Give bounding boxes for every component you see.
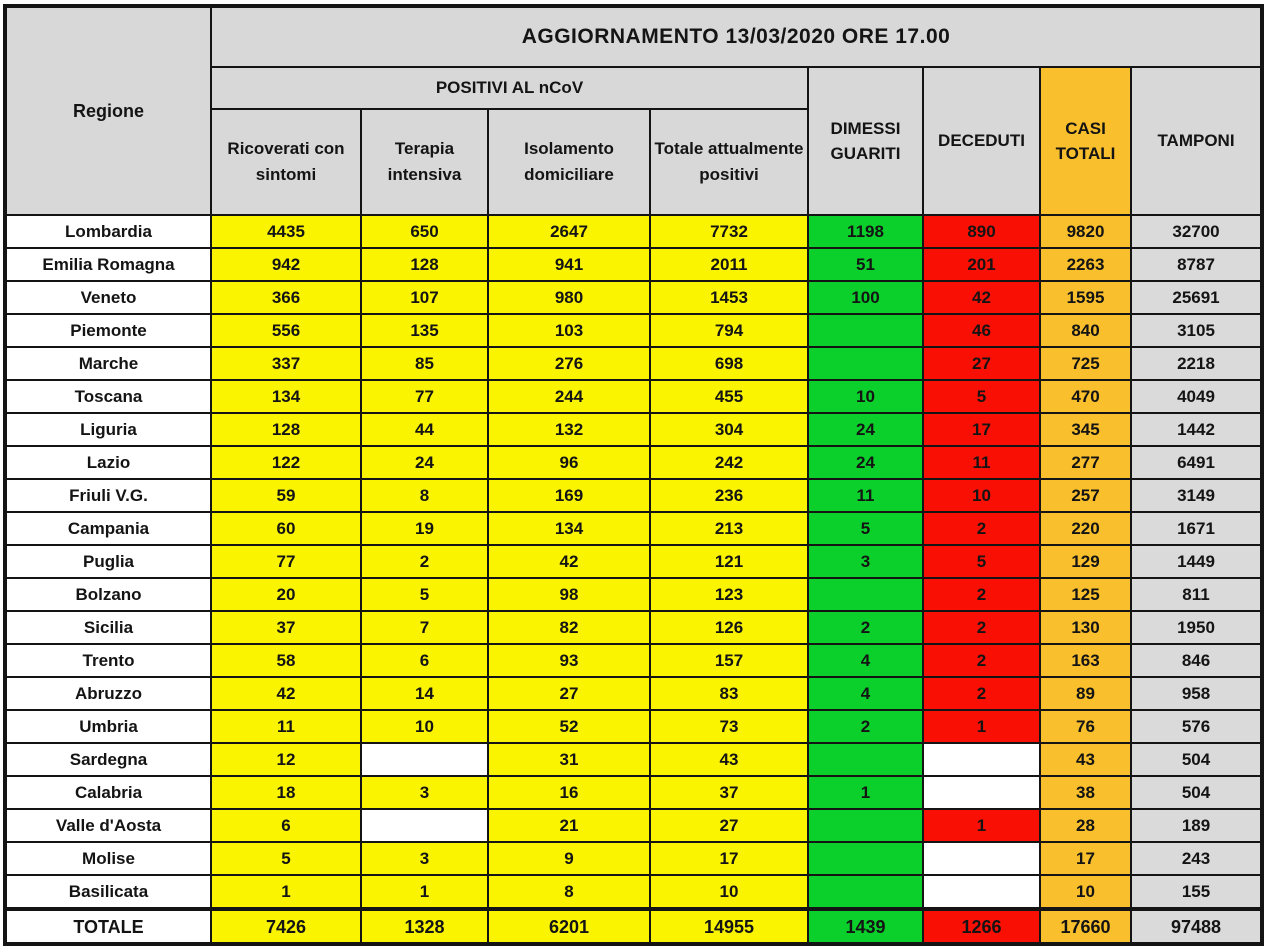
cell-deceduti: 1 (923, 710, 1040, 743)
column-header-casi-totali: CASI TOTALI (1040, 67, 1131, 215)
total-row (5, 909, 1262, 944)
cell-ricoverati: 4435 (211, 215, 361, 248)
cell-isolamento: 82 (488, 611, 650, 644)
cell-isolamento: 169 (488, 479, 650, 512)
cell-dimessi-guariti: 1 (808, 776, 923, 809)
cell-dimessi-guariti: 2 (808, 611, 923, 644)
table-row (5, 743, 1262, 776)
cell-ricoverati: 77 (211, 545, 361, 578)
table-row (5, 677, 1262, 710)
column-header-deceduti: DECEDUTI (923, 67, 1040, 215)
cell-terapia-intensiva (361, 809, 488, 842)
cell-ricoverati: 337 (211, 347, 361, 380)
cell-deceduti: 2 (923, 677, 1040, 710)
cell-deceduti: 5 (923, 380, 1040, 413)
cell-tamponi: 189 (1131, 809, 1262, 842)
cell-casi-totali: 76 (1040, 710, 1131, 743)
cell-isolamento: 2647 (488, 215, 650, 248)
region-name: Campania (5, 512, 211, 545)
cell-deceduti: 42 (923, 281, 1040, 314)
region-name: Trento (5, 644, 211, 677)
cell-isolamento: 276 (488, 347, 650, 380)
cell-ricoverati: 6 (211, 809, 361, 842)
cell-dimessi-guariti (808, 743, 923, 776)
cell-isolamento: 16 (488, 776, 650, 809)
cell-ricoverati: 11 (211, 710, 361, 743)
cell-terapia-intensiva: 650 (361, 215, 488, 248)
cell-casi-totali: 257 (1040, 479, 1131, 512)
cell-ricoverati: 366 (211, 281, 361, 314)
cell-casi-totali: 840 (1040, 314, 1131, 347)
cell-isolamento: 103 (488, 314, 650, 347)
cell-casi-totali: 220 (1040, 512, 1131, 545)
cell-isolamento: 98 (488, 578, 650, 611)
cell-terapia-intensiva: 135 (361, 314, 488, 347)
cell-totale-positivi: 37 (650, 776, 808, 809)
table-body (5, 215, 1262, 944)
cell-terapia-intensiva: 14 (361, 677, 488, 710)
cell-casi-totali: 277 (1040, 446, 1131, 479)
cell-totale-positivi: 14955 (650, 909, 808, 944)
cell-ricoverati: 42 (211, 677, 361, 710)
cell-totale-positivi: 83 (650, 677, 808, 710)
cell-ricoverati: 18 (211, 776, 361, 809)
cell-isolamento: 52 (488, 710, 650, 743)
cell-dimessi-guariti (808, 578, 923, 611)
cell-totale-positivi: 157 (650, 644, 808, 677)
cell-dimessi-guariti: 4 (808, 644, 923, 677)
region-name: Lombardia (5, 215, 211, 248)
cell-deceduti: 201 (923, 248, 1040, 281)
cell-terapia-intensiva: 7 (361, 611, 488, 644)
cell-terapia-intensiva: 3 (361, 842, 488, 875)
table-row (5, 512, 1262, 545)
cell-ricoverati: 37 (211, 611, 361, 644)
region-name: Toscana (5, 380, 211, 413)
region-name: Puglia (5, 545, 211, 578)
cell-casi-totali: 43 (1040, 743, 1131, 776)
column-header-terapia-intensiva: Terapia intensiva (361, 109, 488, 215)
cell-terapia-intensiva: 128 (361, 248, 488, 281)
cell-casi-totali: 89 (1040, 677, 1131, 710)
cell-dimessi-guariti: 1439 (808, 909, 923, 944)
table-row (5, 446, 1262, 479)
cell-deceduti: 2 (923, 578, 1040, 611)
cell-dimessi-guariti: 100 (808, 281, 923, 314)
cell-deceduti: 10 (923, 479, 1040, 512)
cell-deceduti: 1266 (923, 909, 1040, 944)
cell-deceduti (923, 743, 1040, 776)
cell-tamponi: 155 (1131, 875, 1262, 909)
cell-terapia-intensiva (361, 743, 488, 776)
cell-casi-totali: 470 (1040, 380, 1131, 413)
region-name: Abruzzo (5, 677, 211, 710)
cell-deceduti: 2 (923, 611, 1040, 644)
cell-terapia-intensiva: 10 (361, 710, 488, 743)
cell-isolamento: 941 (488, 248, 650, 281)
cell-totale-positivi: 43 (650, 743, 808, 776)
cell-totale-positivi: 455 (650, 380, 808, 413)
cell-totale-positivi: 73 (650, 710, 808, 743)
cell-ricoverati: 58 (211, 644, 361, 677)
cell-casi-totali: 10 (1040, 875, 1131, 909)
cell-deceduti (923, 776, 1040, 809)
cell-tamponi: 3149 (1131, 479, 1262, 512)
cell-dimessi-guariti (808, 875, 923, 909)
cell-ricoverati: 12 (211, 743, 361, 776)
cell-tamponi: 4049 (1131, 380, 1262, 413)
cell-terapia-intensiva: 107 (361, 281, 488, 314)
cell-deceduti: 1 (923, 809, 1040, 842)
cell-ricoverati: 122 (211, 446, 361, 479)
cell-isolamento: 96 (488, 446, 650, 479)
cell-isolamento: 21 (488, 809, 650, 842)
cell-tamponi: 811 (1131, 578, 1262, 611)
cell-deceduti: 2 (923, 512, 1040, 545)
cell-ricoverati: 942 (211, 248, 361, 281)
cell-isolamento: 8 (488, 875, 650, 909)
cell-tamponi: 25691 (1131, 281, 1262, 314)
cell-casi-totali: 129 (1040, 545, 1131, 578)
cell-deceduti: 17 (923, 413, 1040, 446)
cell-isolamento: 132 (488, 413, 650, 446)
cell-tamponi: 1671 (1131, 512, 1262, 545)
cell-tamponi: 2218 (1131, 347, 1262, 380)
column-header-totale-positivi: Totale attualmente positivi (650, 109, 808, 215)
cell-totale-positivi: 242 (650, 446, 808, 479)
cell-deceduti: 2 (923, 644, 1040, 677)
covid-region-table (3, 4, 1264, 946)
cell-isolamento: 93 (488, 644, 650, 677)
cell-isolamento: 980 (488, 281, 650, 314)
cell-terapia-intensiva: 3 (361, 776, 488, 809)
cell-totale-positivi: 17 (650, 842, 808, 875)
cell-isolamento: 42 (488, 545, 650, 578)
cell-terapia-intensiva: 1 (361, 875, 488, 909)
cell-isolamento: 27 (488, 677, 650, 710)
cell-terapia-intensiva: 5 (361, 578, 488, 611)
cell-tamponi: 504 (1131, 776, 1262, 809)
cell-casi-totali: 725 (1040, 347, 1131, 380)
cell-dimessi-guariti: 24 (808, 413, 923, 446)
cell-dimessi-guariti: 10 (808, 380, 923, 413)
cell-tamponi: 1442 (1131, 413, 1262, 446)
region-name: Molise (5, 842, 211, 875)
cell-terapia-intensiva: 8 (361, 479, 488, 512)
cell-tamponi: 6491 (1131, 446, 1262, 479)
region-name: Liguria (5, 413, 211, 446)
table-row (5, 578, 1262, 611)
cell-tamponi: 504 (1131, 743, 1262, 776)
table-row (5, 611, 1262, 644)
region-name: Sardegna (5, 743, 211, 776)
cell-dimessi-guariti: 2 (808, 710, 923, 743)
region-name: Sicilia (5, 611, 211, 644)
cell-totale-positivi: 10 (650, 875, 808, 909)
cell-tamponi: 958 (1131, 677, 1262, 710)
cell-dimessi-guariti: 51 (808, 248, 923, 281)
cell-casi-totali: 9820 (1040, 215, 1131, 248)
column-header-isolamento: Isolamento domiciliare (488, 109, 650, 215)
cell-casi-totali: 17660 (1040, 909, 1131, 944)
table-row (5, 842, 1262, 875)
table-row (5, 776, 1262, 809)
cell-ricoverati: 1 (211, 875, 361, 909)
table-row (5, 215, 1262, 248)
cell-totale-positivi: 123 (650, 578, 808, 611)
cell-ricoverati: 59 (211, 479, 361, 512)
cell-terapia-intensiva: 2 (361, 545, 488, 578)
table-row (5, 809, 1262, 842)
table-row (5, 479, 1262, 512)
cell-casi-totali: 1595 (1040, 281, 1131, 314)
region-name: Marche (5, 347, 211, 380)
cell-totale-positivi: 121 (650, 545, 808, 578)
cell-totale-positivi: 126 (650, 611, 808, 644)
table-row (5, 545, 1262, 578)
cell-deceduti: 5 (923, 545, 1040, 578)
cell-dimessi-guariti: 24 (808, 446, 923, 479)
cell-ricoverati: 20 (211, 578, 361, 611)
cell-dimessi-guariti: 3 (808, 545, 923, 578)
cell-deceduti (923, 842, 1040, 875)
region-name: Friuli V.G. (5, 479, 211, 512)
update-banner: AGGIORNAMENTO 13/03/2020 ORE 17.00 (211, 6, 1262, 67)
table-row (5, 380, 1262, 413)
cell-deceduti: 46 (923, 314, 1040, 347)
region-name: Calabria (5, 776, 211, 809)
cell-dimessi-guariti (808, 314, 923, 347)
table-row (5, 281, 1262, 314)
region-name: TOTALE (5, 909, 211, 944)
column-group-positivi: POSITIVI AL nCoV (211, 67, 808, 109)
cell-casi-totali: 2263 (1040, 248, 1131, 281)
region-name: Veneto (5, 281, 211, 314)
region-name: Valle d'Aosta (5, 809, 211, 842)
cell-totale-positivi: 698 (650, 347, 808, 380)
cell-terapia-intensiva: 19 (361, 512, 488, 545)
region-name: Basilicata (5, 875, 211, 909)
cell-ricoverati: 128 (211, 413, 361, 446)
cell-dimessi-guariti (808, 347, 923, 380)
cell-totale-positivi: 213 (650, 512, 808, 545)
cell-dimessi-guariti (808, 809, 923, 842)
column-header-ricoverati: Ricoverati con sintomi (211, 109, 361, 215)
region-name: Bolzano (5, 578, 211, 611)
cell-dimessi-guariti: 1198 (808, 215, 923, 248)
cell-isolamento: 134 (488, 512, 650, 545)
cell-dimessi-guariti: 5 (808, 512, 923, 545)
region-name: Emilia Romagna (5, 248, 211, 281)
table-row (5, 710, 1262, 743)
table-row (5, 875, 1262, 909)
region-name: Umbria (5, 710, 211, 743)
cell-terapia-intensiva: 77 (361, 380, 488, 413)
cell-casi-totali: 163 (1040, 644, 1131, 677)
cell-totale-positivi: 27 (650, 809, 808, 842)
cell-tamponi: 8787 (1131, 248, 1262, 281)
cell-ricoverati: 60 (211, 512, 361, 545)
cell-dimessi-guariti: 11 (808, 479, 923, 512)
cell-totale-positivi: 7732 (650, 215, 808, 248)
cell-totale-positivi: 1453 (650, 281, 808, 314)
table-header (5, 6, 1262, 215)
region-name: Piemonte (5, 314, 211, 347)
cell-casi-totali: 17 (1040, 842, 1131, 875)
cell-terapia-intensiva: 85 (361, 347, 488, 380)
cell-totale-positivi: 236 (650, 479, 808, 512)
cell-tamponi: 1449 (1131, 545, 1262, 578)
cell-isolamento: 244 (488, 380, 650, 413)
cell-terapia-intensiva: 1328 (361, 909, 488, 944)
table-row (5, 314, 1262, 347)
cell-casi-totali: 345 (1040, 413, 1131, 446)
column-header-regione: Regione (5, 6, 211, 215)
cell-tamponi: 3105 (1131, 314, 1262, 347)
cell-ricoverati: 556 (211, 314, 361, 347)
cell-totale-positivi: 794 (650, 314, 808, 347)
cell-terapia-intensiva: 6 (361, 644, 488, 677)
cell-ricoverati: 7426 (211, 909, 361, 944)
cell-tamponi: 576 (1131, 710, 1262, 743)
cell-casi-totali: 38 (1040, 776, 1131, 809)
cell-deceduti: 11 (923, 446, 1040, 479)
region-name: Lazio (5, 446, 211, 479)
column-header-dimessi-guariti: DIMESSI GUARITI (808, 67, 923, 215)
cell-tamponi: 243 (1131, 842, 1262, 875)
column-header-tamponi: TAMPONI (1131, 67, 1262, 215)
cell-ricoverati: 5 (211, 842, 361, 875)
cell-dimessi-guariti: 4 (808, 677, 923, 710)
cell-terapia-intensiva: 44 (361, 413, 488, 446)
cell-totale-positivi: 304 (650, 413, 808, 446)
cell-tamponi: 32700 (1131, 215, 1262, 248)
table-row (5, 413, 1262, 446)
cell-casi-totali: 28 (1040, 809, 1131, 842)
table-row (5, 644, 1262, 677)
cell-terapia-intensiva: 24 (361, 446, 488, 479)
cell-isolamento: 31 (488, 743, 650, 776)
cell-casi-totali: 125 (1040, 578, 1131, 611)
cell-dimessi-guariti (808, 842, 923, 875)
cell-deceduti (923, 875, 1040, 909)
cell-tamponi: 1950 (1131, 611, 1262, 644)
cell-tamponi: 846 (1131, 644, 1262, 677)
cell-deceduti: 890 (923, 215, 1040, 248)
cell-isolamento: 9 (488, 842, 650, 875)
table-row (5, 248, 1262, 281)
table-row (5, 347, 1262, 380)
cell-isolamento: 6201 (488, 909, 650, 944)
cell-totale-positivi: 2011 (650, 248, 808, 281)
cell-tamponi: 97488 (1131, 909, 1262, 944)
cell-casi-totali: 130 (1040, 611, 1131, 644)
cell-deceduti: 27 (923, 347, 1040, 380)
cell-ricoverati: 134 (211, 380, 361, 413)
